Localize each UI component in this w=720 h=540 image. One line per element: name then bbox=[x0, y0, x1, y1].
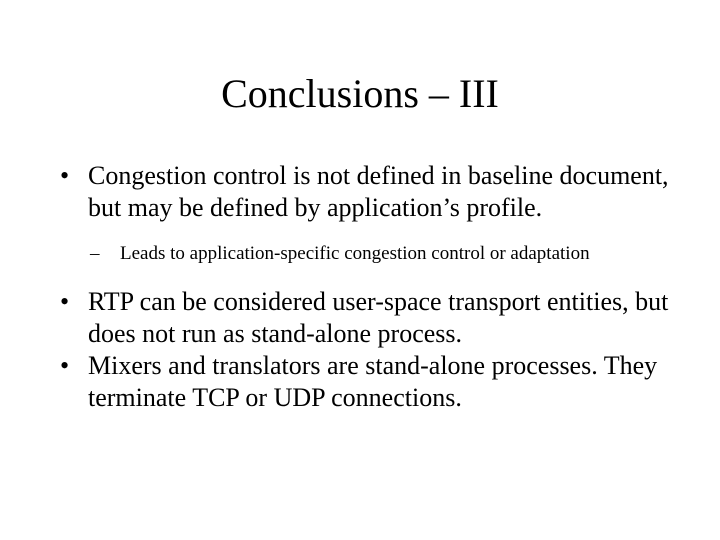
bullet-text: RTP can be considered user-space transport entities, but does not run as stand-alone process. bbox=[88, 287, 669, 348]
bullet-marker: • bbox=[60, 351, 70, 380]
bullet-marker: • bbox=[60, 161, 70, 190]
bullet-item bbox=[60, 350, 680, 414]
slide-title: Conclusions – III bbox=[221, 71, 499, 116]
slide-body bbox=[60, 160, 680, 414]
bullet-item bbox=[60, 286, 680, 350]
sub-bullet-marker: – bbox=[90, 243, 100, 264]
bullet-item bbox=[60, 160, 680, 224]
bullet-marker: • bbox=[60, 287, 70, 316]
bullet-text: Mixers and translators are stand-alone processes. They terminate TCP or UDP connections. bbox=[88, 351, 658, 412]
sub-bullet-text: Leads to application-specific congestion control or adaptation bbox=[120, 243, 590, 264]
sub-bullet-item bbox=[60, 240, 680, 268]
bullet-text: Congestion control is not defined in baseline document, but may be defined by application’s profile. bbox=[88, 161, 669, 222]
